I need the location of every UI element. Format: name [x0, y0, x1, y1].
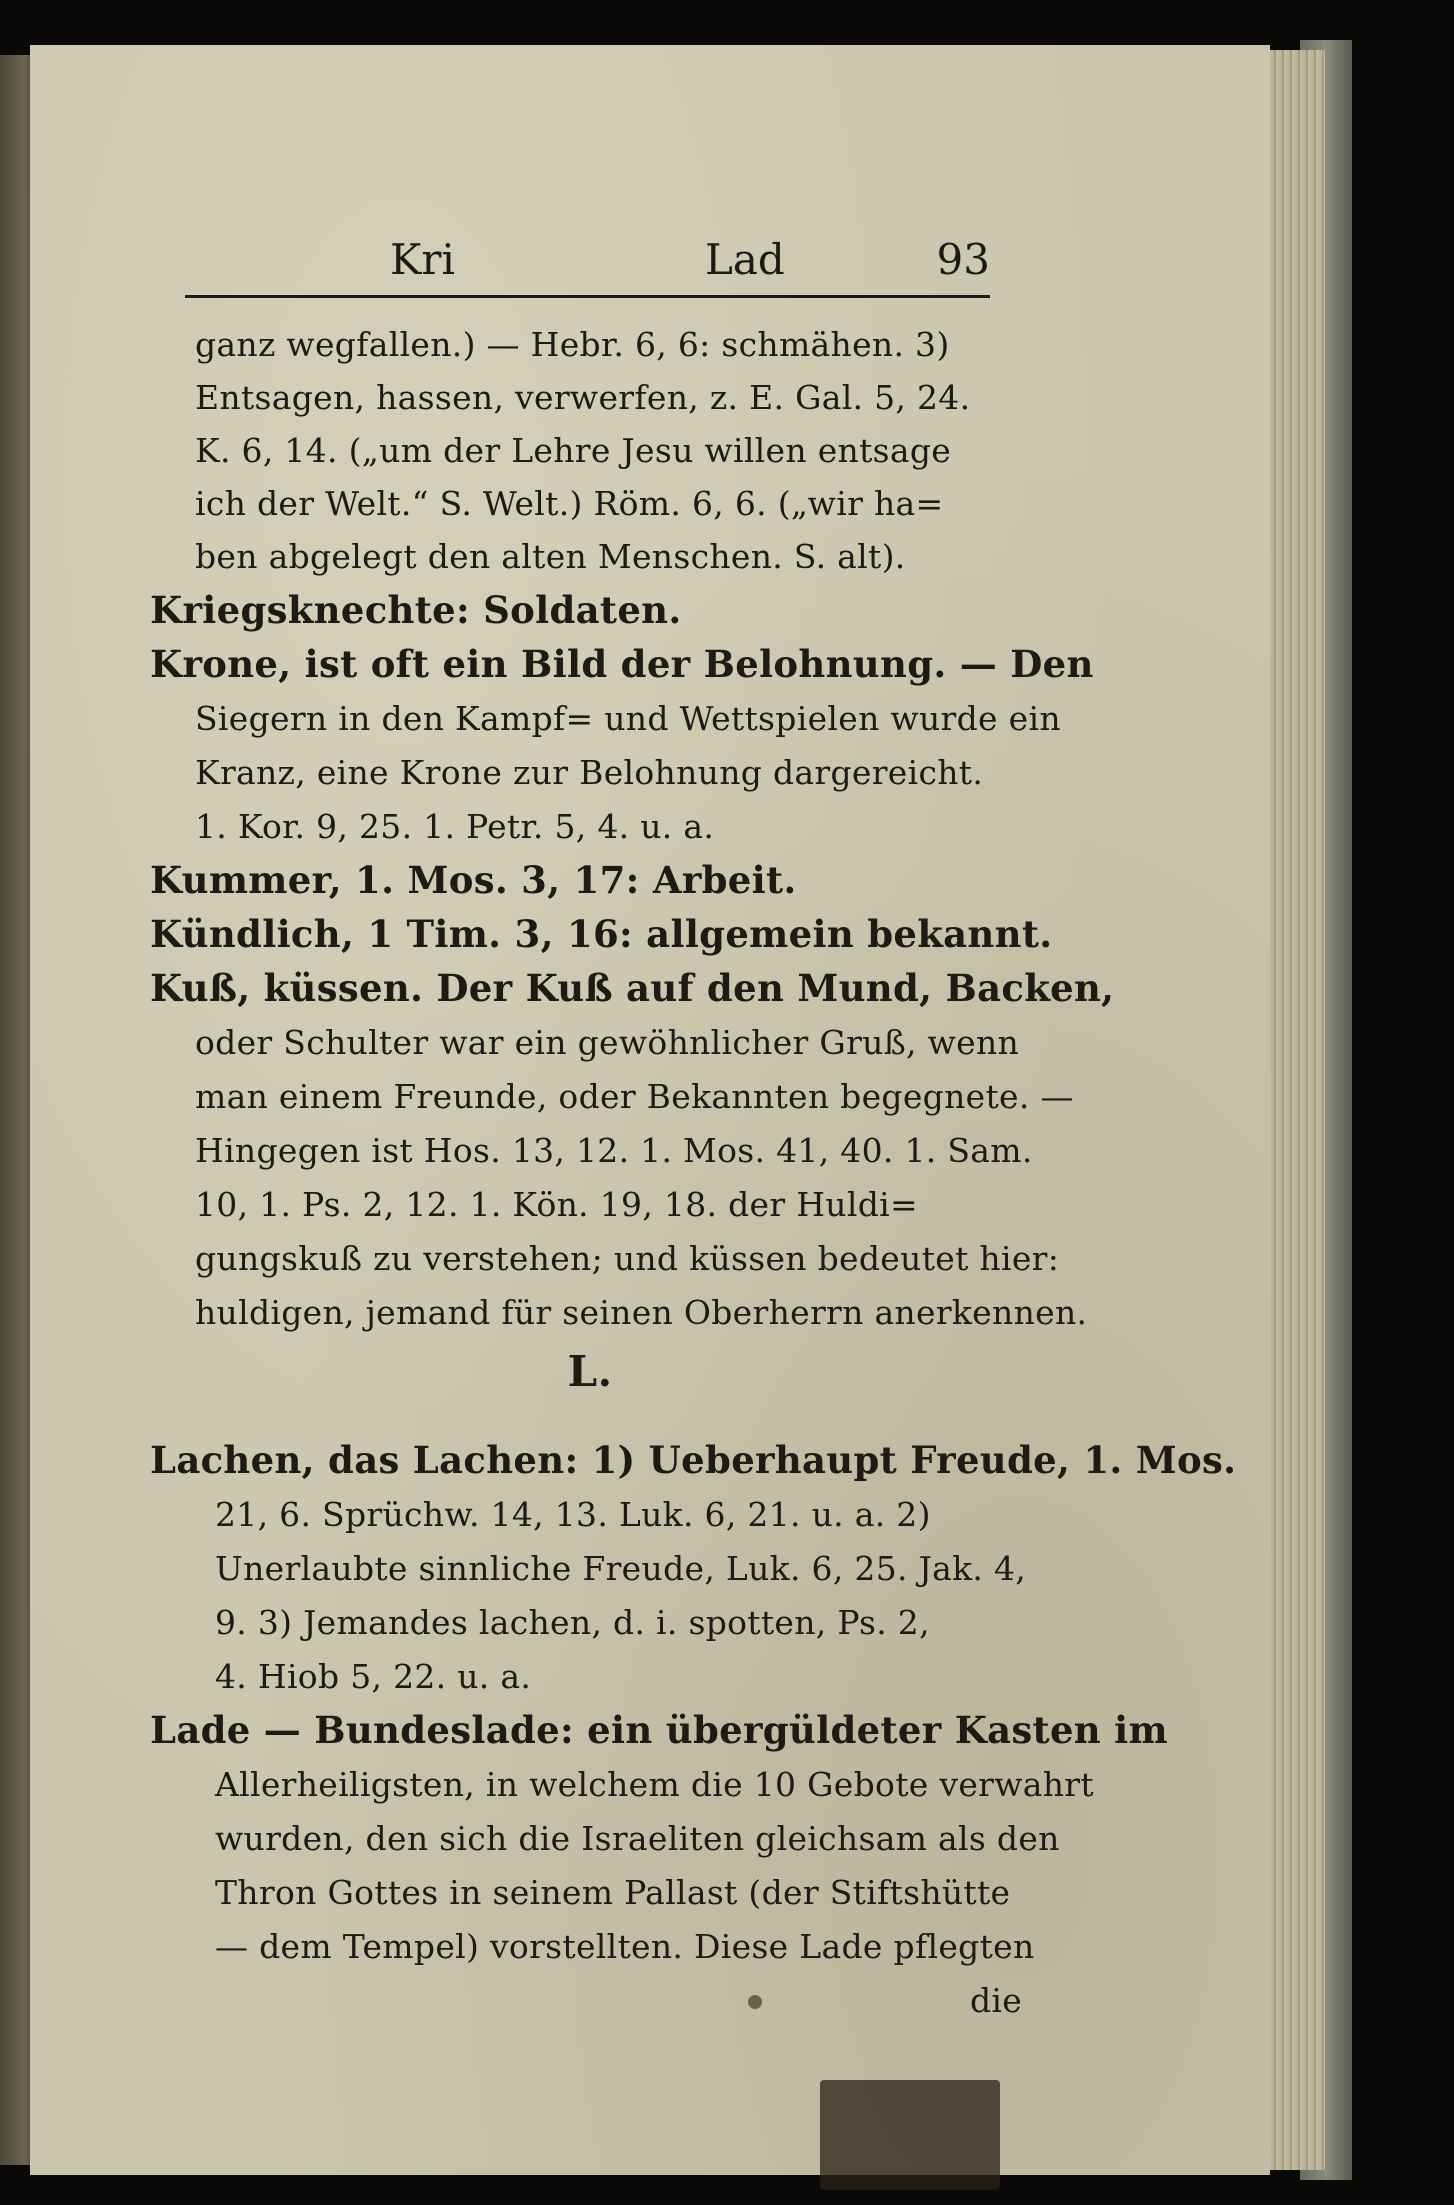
text-line: man einem Freunde, oder Bekannten begegnete. —	[195, 1077, 1074, 1116]
text-line: Allerheiligsten, in welchem die 10 Gebote verwahrt	[215, 1765, 1094, 1804]
page-stain	[820, 2080, 1000, 2190]
text-line: oder Schulter war ein gewöhnlicher Gruß, wenn	[195, 1023, 1020, 1062]
text-line: 9. 3) Jemandes lachen, d. i. spotten, Ps. 2,	[215, 1603, 930, 1642]
entry-line: Krone, ist oft ein Bild der Belohnung. — Den	[150, 642, 1094, 686]
text-line: K. 6, 14. („um der Lehre Jesu willen entsage	[195, 431, 952, 470]
text-line: gungskuß zu verstehen; und küssen bedeutet hier:	[195, 1239, 1060, 1278]
text-line: ganz wegfallen.) — Hebr. 6, 6: schmähen. 3)	[195, 325, 950, 364]
entry-line: Kriegsknechte: Soldaten.	[150, 588, 682, 632]
ink-spot	[748, 1995, 762, 2009]
text-line: ich der Welt.“ S. Welt.) Röm. 6, 6. („wir ha=	[195, 484, 944, 523]
text-line: 1. Kor. 9, 25. 1. Petr. 5, 4. u. a.	[195, 807, 715, 846]
book-page	[30, 45, 1270, 2175]
entry-line: Lade — Bundeslade: ein übergüldeter Kasten im	[150, 1708, 1168, 1752]
text-line: — dem Tempel) vorstellten. Diese Lade pflegten	[215, 1927, 1035, 1966]
header-left-catchword: Kri	[390, 235, 455, 284]
header-center-catchword: Lad	[705, 235, 785, 284]
text-line: ben abgelegt den alten Menschen. S. alt).	[195, 537, 906, 576]
text-line: 4. Hiob 5, 22. u. a.	[215, 1657, 532, 1696]
text-line: Entsagen, hassen, verwerfen, z. E. Gal. 5, 24.	[195, 378, 971, 417]
text-line: huldigen, jemand für seinen Oberherrn anerkennen.	[195, 1293, 1088, 1332]
text-line: wurden, den sich die Israeliten gleichsam als den	[215, 1819, 1060, 1858]
text-line: Thron Gottes in seinem Pallast (der Stiftshütte	[215, 1873, 1011, 1912]
header-rule	[185, 295, 990, 298]
entry-line: Lachen, das Lachen: 1) Ueberhaupt Freude, 1. Mos.	[150, 1438, 1237, 1482]
entry-line: Kuß, küssen. Der Kuß auf den Mund, Backen,	[150, 966, 1115, 1010]
text-line: Hingegen ist Hos. 13, 12. 1. Mos. 41, 40. 1. Sam.	[195, 1131, 1033, 1170]
text-line: 10, 1. Ps. 2, 12. 1. Kön. 19, 18. der Huldi=	[195, 1185, 918, 1224]
section-letter: L.	[567, 1347, 613, 1396]
text-line: Siegern in den Kampf= und Wettspielen wurde ein	[195, 699, 1061, 738]
text-line: Unerlaubte sinnliche Freude, Luk. 6, 25. Jak. 4,	[215, 1549, 1027, 1588]
text-line: 21, 6. Sprüchw. 14, 13. Luk. 6, 21. u. a. 2)	[215, 1495, 931, 1534]
entry-line: Kündlich, 1 Tim. 3, 16: allgemein bekannt.	[150, 912, 1053, 956]
page-number: 93	[936, 235, 990, 284]
entry-line: Kummer, 1. Mos. 3, 17: Arbeit.	[150, 858, 797, 902]
text-line: Kranz, eine Krone zur Belohnung dargereicht.	[195, 753, 984, 792]
catchword: die	[970, 1981, 1023, 2020]
